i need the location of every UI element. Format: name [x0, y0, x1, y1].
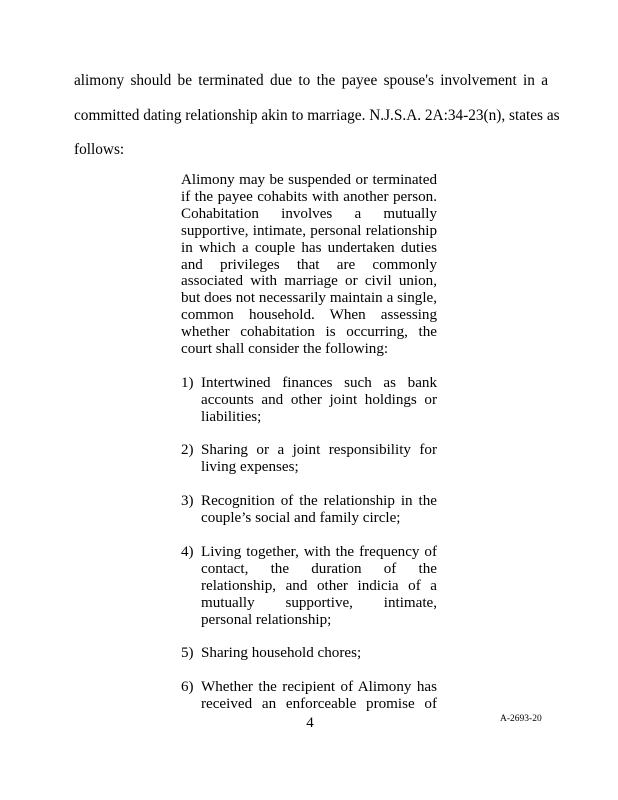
page-number: 4	[306, 715, 314, 731]
quote-intro: Alimony may be suspended or terminated if the payee cohabits with another person. Cohabitation involves a mutually supportive, intimate, personal relationship in which a couple has undertaken duties and privileges that are commonly associated with marriage or civil union, but does not necessarily maintain a single, common household. When assessing whether cohabitation is occurring, the court shall consider the following:	[181, 172, 437, 358]
list-item-number: 1)	[181, 374, 194, 391]
list-item-number: 3)	[181, 493, 194, 510]
list-item-text: Sharing household chores;	[201, 645, 362, 662]
list-item-number: 5)	[181, 645, 194, 662]
list-item-text: Intertwined finances such as bank accounts and other joint holdings or liabilities;	[201, 374, 437, 425]
body-text-line-1: alimony should be terminated due to the payee spouse's involvement in a	[74, 72, 548, 89]
list-item-text: Recognition of the relationship in the couple’s social and family circle;	[201, 493, 437, 527]
body-text-line-2: committed dating relationship akin to marriage. N.J.S.A. 2A:34-23(n), states as	[74, 107, 560, 124]
body-text-line-3: follows:	[74, 141, 125, 158]
list-item-text: Living together, with the frequency of contact, the duration of the relationship, and other indicia of a mutually supportive, intimate, personal relationship;	[201, 543, 437, 628]
list-item	[181, 375, 437, 426]
list-item	[181, 493, 437, 527]
list-item-text: Whether the recipient of Alimony has received an enforceable promise of	[201, 679, 437, 712]
list-item	[181, 544, 437, 629]
docket-number: A-2693-20	[500, 714, 542, 724]
list-item	[181, 645, 437, 662]
list-item-number: 4)	[181, 543, 194, 560]
list-item	[181, 679, 437, 713]
list-item	[181, 442, 437, 476]
list-item-text: Sharing or a joint responsibility for living expenses;	[201, 442, 437, 476]
list-item-number: 6)	[181, 679, 194, 696]
list-item-number: 2)	[181, 442, 194, 459]
block-quote	[181, 172, 437, 713]
